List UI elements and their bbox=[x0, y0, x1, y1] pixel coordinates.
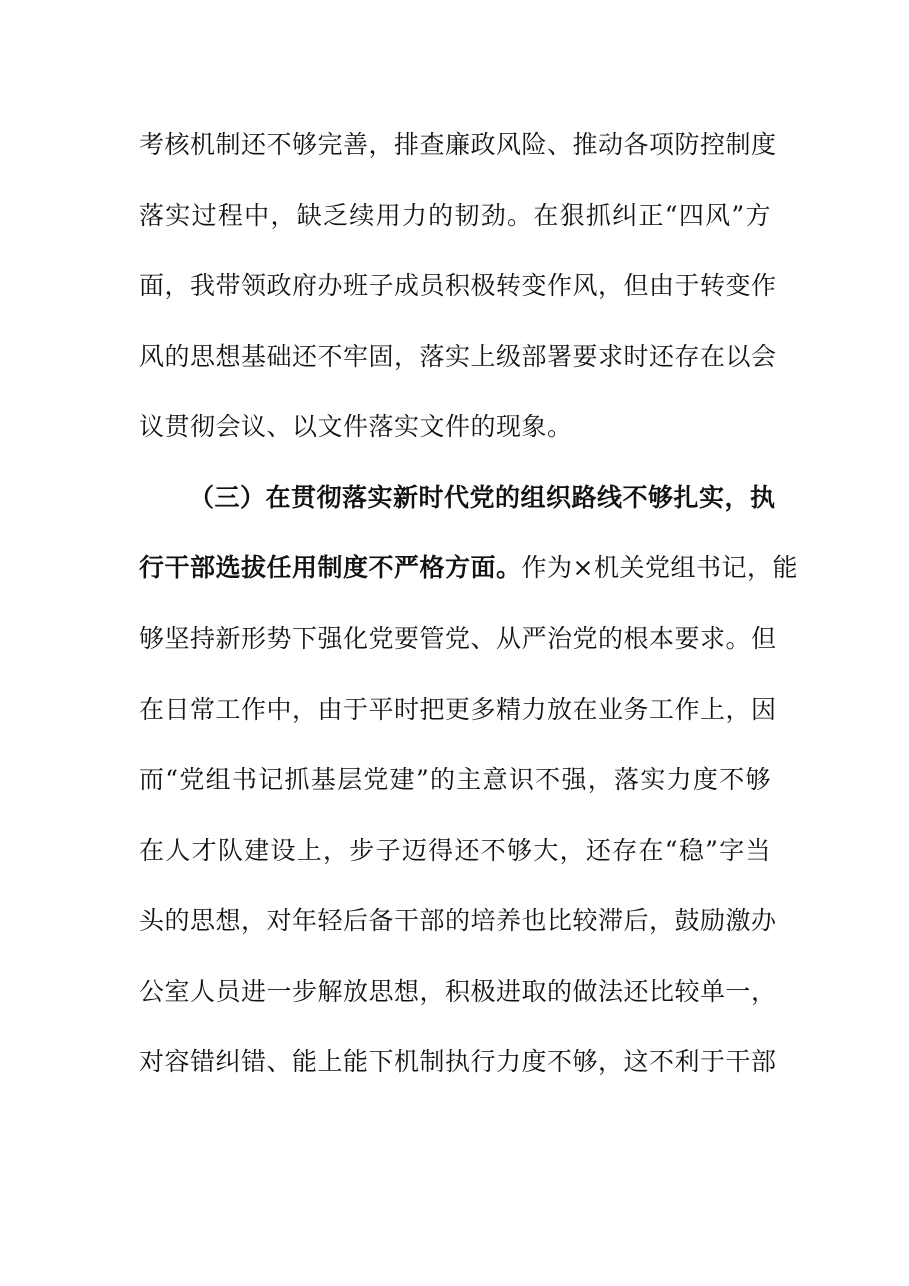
text-line: 面，我带领政府办班子成员积极转变作风，但由于转变作 bbox=[139, 271, 777, 300]
text-line: 在日常工作中，由于平时把更多精力放在业务工作上，因 bbox=[139, 695, 777, 724]
text-line: 对容错纠错、能上能下机制执行力度不够，这不利于干部 bbox=[139, 1047, 777, 1076]
text-line: 落实过程中，缺乏续用力的韧劲。在狠抓纠正“四风”方 bbox=[139, 201, 771, 230]
text-line: 在人才队建设上，步子迈得还不够大，还存在“稳”字当 bbox=[139, 836, 771, 865]
section-heading: （三）在贯彻落实新时代党的组织路线不够扎实，执 bbox=[189, 483, 776, 512]
text-line: 风的思想基础还不牢固，落实上级部署要求时还存在以会 bbox=[139, 342, 777, 371]
text-span: 作为×机关党组书记，能 bbox=[521, 553, 798, 582]
text-line-mixed bbox=[139, 550, 798, 586]
text-line: 公室人员进一步解放思想，积极进取的做法还比较单一， bbox=[139, 977, 777, 1006]
text-line: 头的思想，对年轻后备干部的培养也比较滞后，鼓励激办 bbox=[139, 906, 777, 935]
text-line: 够坚持新形势下强化党要管党、从严治党的根本要求。但 bbox=[139, 624, 777, 653]
section-heading-end: 行干部选拔任用制度不严格方面。 bbox=[139, 553, 522, 582]
text-line: 考核机制还不够完善，排查廉政风险、推动各项防控制度 bbox=[139, 130, 777, 159]
text-line: 而“党组书记抓基层党建”的主意识不强，落实力度不够 bbox=[139, 765, 771, 794]
text-line: 议贯彻会议、以文件落实文件的现象。 bbox=[139, 412, 573, 441]
